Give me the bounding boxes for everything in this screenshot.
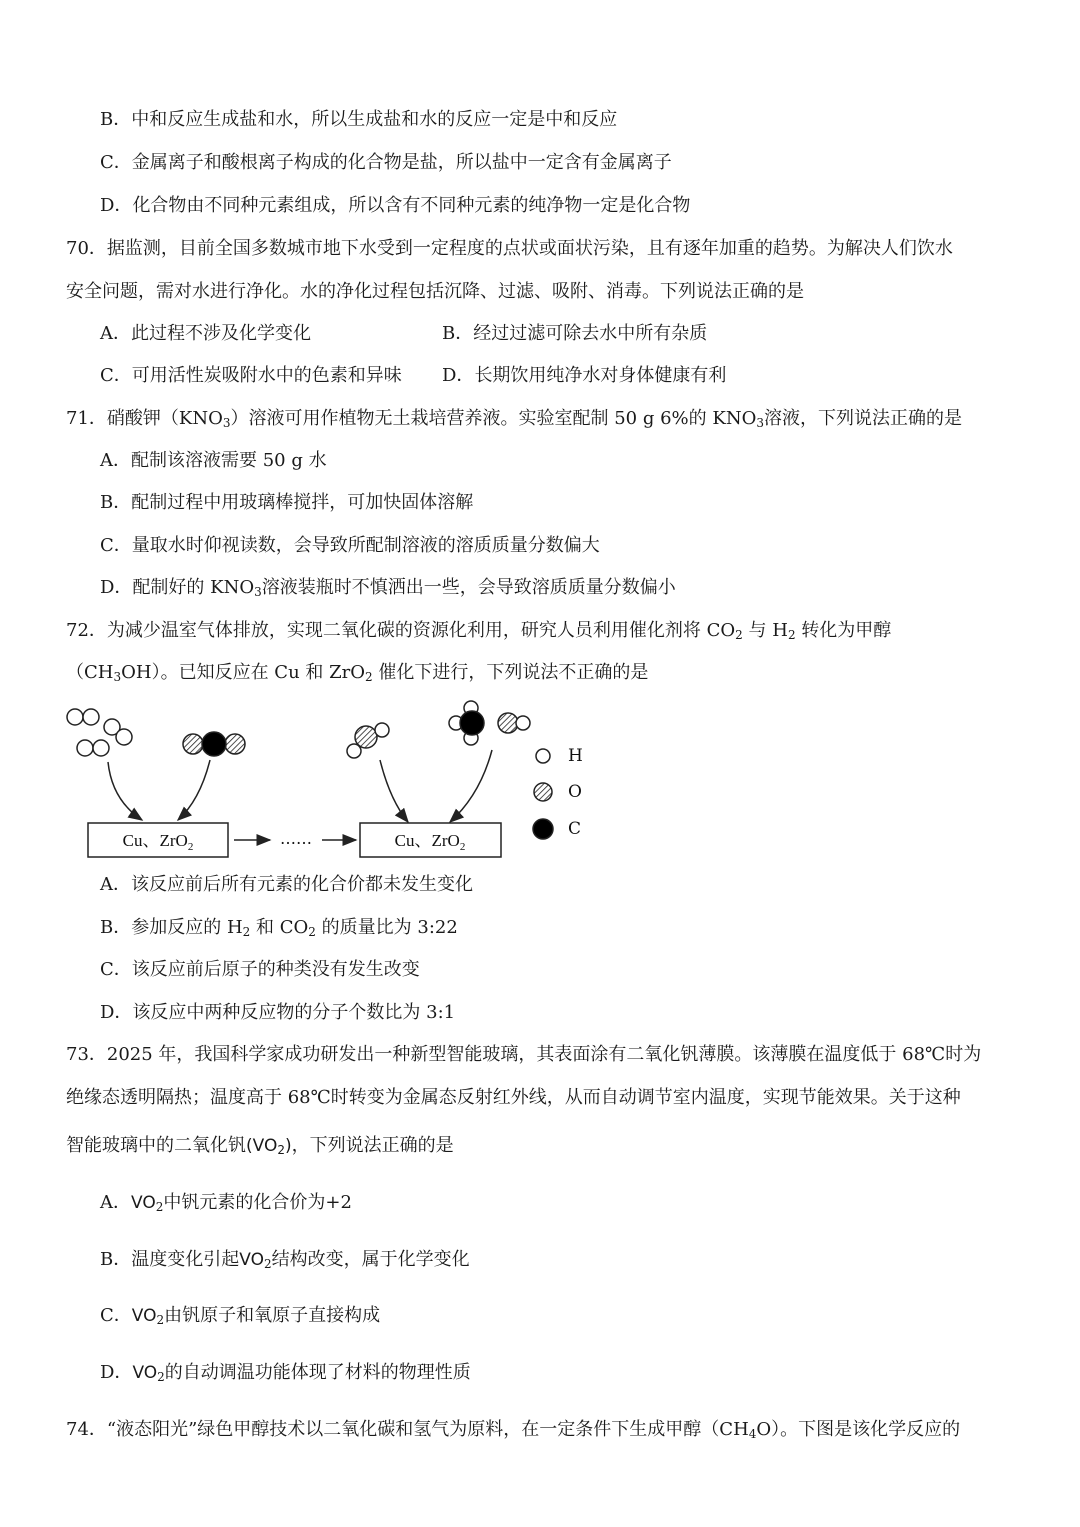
legend-h-icon [536,749,550,763]
q72-option-a: A．该反应前后所有元素的化合价都未发生变化 [100,874,473,895]
q70-option-d: D．长期饮用纯净水对身体健康有利 [442,365,727,386]
arrow-h2-to-catalyst [108,762,142,820]
reaction-diagram [60,690,620,865]
legend [533,749,553,839]
q73-stem-cont2: 智能玻璃中的二氧化钒$(VO_2)$，下列说法正确的是 [66,1135,454,1157]
legend-o-icon [534,783,552,801]
q71-option-d: D．配制好的 $KNO_3$溶液装瓶时不慎洒出一些，会导致溶质质量分数偏小 [100,577,676,599]
arrow-oh-to-catalyst [380,760,408,822]
q73-option-c: C．$VO_2$由钒原子和氧原子直接构成 [100,1305,381,1327]
q73-stem: 73．2025 年，我国科学家成功研发出一种新型智能玻璃，其表面涂有二氧化钒薄膜。该薄膜在温度低于 68℃时为 [66,1044,982,1065]
q69-option-d: D．化合物由不同种元素组成，所以含有不同种元素的纯净物一定是化合物 [100,195,691,216]
q70-option-b: B．经过过滤可除去水中所有杂质 [442,323,708,344]
hydroxyl-intermediate-icon [347,723,389,758]
q73-option-a: A．$VO_2$中钒元素的化合价为+2 [100,1192,352,1214]
ellipsis: …… [280,829,312,848]
q74-stem: 74．“液态阳光”绿色甲醇技术以二氧化碳和氢气为原料，在一定条件下生成甲醇$(CH_4O)$。下图是该化学反应的 [66,1419,961,1441]
q73-option-b: B．温度变化引起$VO_2$结构改变，属于化学变化 [100,1249,470,1271]
q70-stem: 70．据监测，目前全国多数城市地下水受到一定程度的点状或面状污染，且有逐年加重的趋势。为解决人们饮水 [66,238,953,259]
legend-o-label: O [568,782,582,802]
q72-stem: 72．为减少温室气体排放，实现二氧化碳的资源化利用，研究人员利用催化剂将 $CO_2$ 与 $H_2$ 转化为甲醇 [66,620,892,642]
q71-option-c: C．量取水时仰视读数，会导致所配制溶液的溶质质量分数偏大 [100,535,600,556]
q73-option-d: D．$VO_2$的自动调温功能体现了材料的物理性质 [100,1362,471,1384]
q73-stem-cont1: 绝缘态透明隔热；温度高于 68℃时转变为金属态反射红外线，从而自动调节室内温度，实现节能效果。关于这种 [66,1087,961,1108]
q72-stem-cont: $(CH_3OH)$。已知反应在 Cu 和 ZrO$_2$ 催化下进行，下列说法不正确的是 [66,662,649,684]
q72-option-d: D．该反应中两种反应物的分子个数比为 3:1 [100,1002,456,1023]
co2-molecule-icon [183,732,245,756]
q69-option-c: C．金属离子和酸根离子构成的化合物是盐，所以盐中一定含有金属离子 [100,152,672,173]
q72-option-b: B．参加反应的 $H_2$ 和 $CO_2$ 的质量比为 3:22 [100,917,458,939]
legend-h-label: H [568,746,583,766]
catalyst-label-1: Cu、ZrO$_2$ [122,831,194,853]
q70-stem-cont: 安全问题，需对水进行净化。水的净化过程包括沉降、过滤、吸附、消毒。下列说法正确的是 [66,281,804,302]
q69-option-b: B．中和反应生成盐和水，所以生成盐和水的反应一定是中和反应 [100,109,618,130]
q70-option-c: C．可用活性炭吸附水中的色素和异味 [100,365,402,386]
catalyst-label-2: Cu、ZrO$_2$ [394,831,466,853]
legend-c-label: C [568,819,582,839]
arrow-catalyst-to-methanol [450,750,492,822]
arrow-co2-to-catalyst [178,760,210,820]
q71-option-b: B．配制过程中用玻璃棒搅拌，可加快固体溶解 [100,492,474,513]
h2-molecules-icon [67,709,132,756]
q72-option-c: C．该反应前后原子的种类没有发生改变 [100,959,420,980]
q71-option-a: A．配制该溶液需要 50 g 水 [100,450,327,471]
q71-stem: 71．硝酸钾$(KNO_3)$溶液可用作植物无土栽培营养液。实验室配制 50 g 6%的 $KNO_3$溶液，下列说法正确的是 [66,408,962,430]
methanol-molecule-icon [449,701,530,745]
q70-option-a: A．此过程不涉及化学变化 [100,323,311,344]
legend-c-icon [533,819,553,839]
